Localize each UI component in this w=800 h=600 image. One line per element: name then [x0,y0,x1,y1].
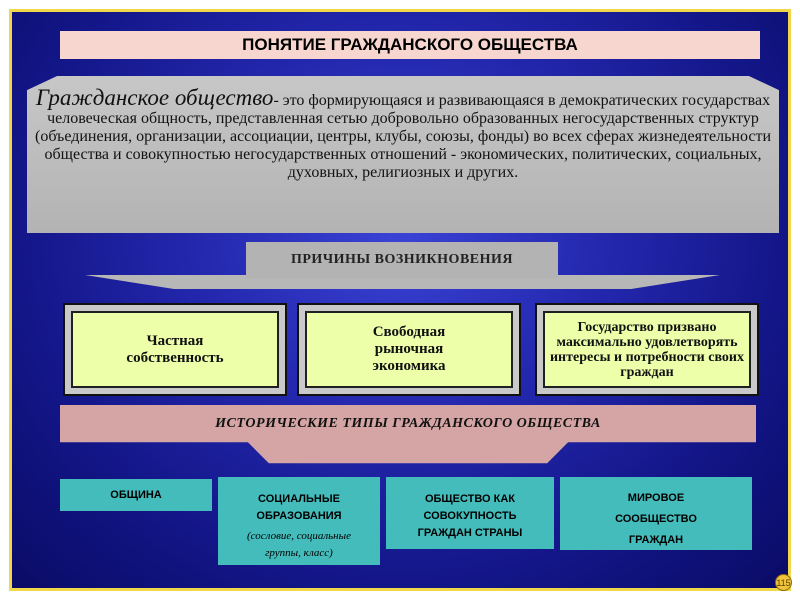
slide-title-text: ПОНЯТИЕ ГРАЖДАНСКОГО ОБЩЕСТВА [242,35,578,54]
cause-label [305,311,513,388]
page-number-badge [775,574,792,591]
type-box-citizens-society [386,477,554,549]
type-label: СОЦИАЛЬНЫЕ ОБРАЗОВАНИЯ [256,493,342,522]
type-box-world-community [560,477,752,550]
type-box-social-formations [218,477,380,565]
cause-box-market-economy [297,303,521,396]
cause-label [543,311,751,388]
types-heading [60,416,756,432]
cause-text: Государство призвано максимально удовлетворять интересы и потребности своих граждан [549,319,744,380]
types-band [60,405,756,467]
definition-box [27,76,779,233]
causes-arrow [85,242,720,290]
cause-box-private-property [63,303,287,396]
type-label: МИРОВОЕ СООБЩЕСТВО ГРАЖДАН [615,492,697,546]
cause-label [71,311,279,388]
cause-text: Свободная рыночная экономика [372,324,446,374]
causes-heading-text: ПРИЧИНЫ ВОЗНИКНОВЕНИЯ [290,252,514,267]
page-number: 115 [776,577,791,588]
types-band-shape [60,405,756,467]
definition-body: - это формирующаяся и развивающаяся в демократических государствах человеческая общность, представленная сетью добровольно образованных негосударственных структур (объединения, организации, ассоциации, центры, клубы, союзы, фонды) во всех сферах жизнедеятельности общества и совокупностью негосударственных отношений - экономических, политических, социальных, духовных, религиозных и других. [34,92,772,181]
type-label: ОБЩИНА [110,489,162,501]
type-label: ОБЩЕСТВО КАК СОВОКУПНОСТЬ ГРАЖДАН СТРАНЫ [417,493,523,539]
cause-text: Частная собственность [126,332,224,366]
cause-box-state-duty [535,303,759,396]
types-heading-text: ИСТОРИЧЕСКИЕ ТИПЫ ГРАЖДАНСКОГО ОБЩЕСТВА [215,416,601,431]
type-note: (сословие, социальные группы, класс) [247,530,351,559]
definition-term: Гражданское общество [35,85,274,110]
type-box-community [60,479,212,511]
causes-heading [246,242,558,278]
slide-title [60,31,760,59]
definition-text [27,85,779,182]
